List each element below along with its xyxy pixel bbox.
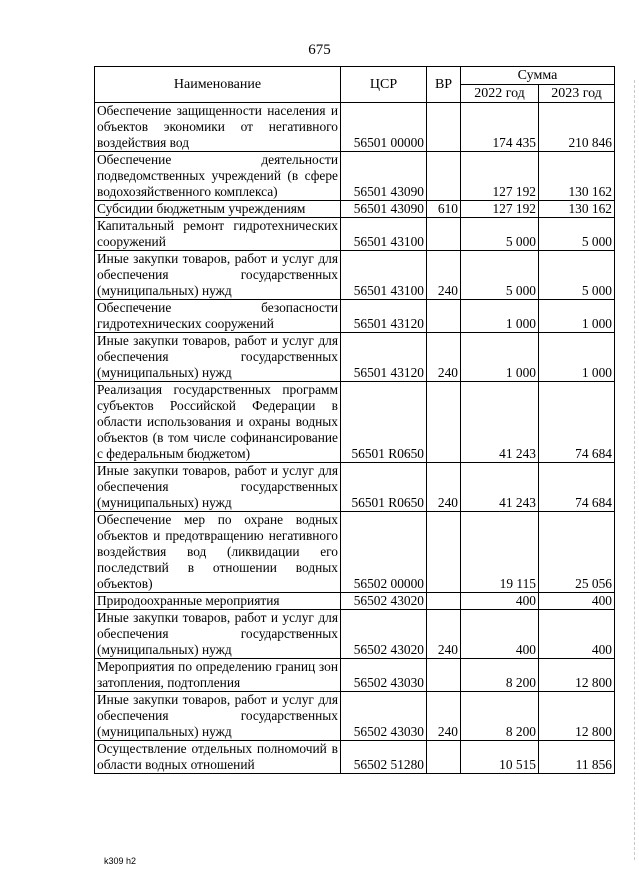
row-sum-2022: 127 192 <box>461 201 539 218</box>
row-sum-2023: 400 <box>539 610 615 659</box>
row-vr: 240 <box>427 610 461 659</box>
row-name: Обеспечение безопасности гидротехнических сооружений <box>95 300 341 333</box>
row-name: Иные закупки товаров, работ и услуг для обеспечения государственных (муниципальных) нужд <box>95 251 341 300</box>
row-csr: 56502 43030 <box>341 659 427 692</box>
table-row <box>95 152 615 201</box>
row-csr: 56501 R0650 <box>341 382 427 463</box>
row-vr <box>427 218 461 251</box>
row-sum-2023: 11 856 <box>539 741 615 774</box>
row-vr: 240 <box>427 463 461 512</box>
table-row <box>95 218 615 251</box>
row-name: Обеспечение защищенности населения и объектов экономики от негативного воздействия вод <box>95 103 341 152</box>
row-csr: 56501 R0650 <box>341 463 427 512</box>
row-name: Иные закупки товаров, работ и услуг для обеспечения государственных (муниципальных) нужд <box>95 692 341 741</box>
row-sum-2023: 12 800 <box>539 692 615 741</box>
row-vr <box>427 382 461 463</box>
row-name: Иные закупки товаров, работ и услуг для обеспечения государственных (муниципальных) нужд <box>95 463 341 512</box>
row-csr: 56502 43030 <box>341 692 427 741</box>
row-vr: 610 <box>427 201 461 218</box>
table-row <box>95 382 615 463</box>
row-name: Мероприятия по определению границ зон затопления, подтопления <box>95 659 341 692</box>
row-vr: 240 <box>427 251 461 300</box>
row-sum-2023: 1 000 <box>539 333 615 382</box>
table-row <box>95 103 615 152</box>
table-row <box>95 251 615 300</box>
row-sum-2022: 19 115 <box>461 512 539 593</box>
row-sum-2022: 127 192 <box>461 152 539 201</box>
row-vr <box>427 593 461 610</box>
row-vr <box>427 659 461 692</box>
row-csr: 56501 43120 <box>341 300 427 333</box>
header-row <box>95 67 615 85</box>
row-csr: 56501 43100 <box>341 251 427 300</box>
row-name: Субсидии бюджетным учреждениям <box>95 201 341 218</box>
row-sum-2023: 130 162 <box>539 152 615 201</box>
row-sum-2022: 8 200 <box>461 692 539 741</box>
row-name: Обеспечение мер по охране водных объектов и предотвращению негативного воздействия вод (ликвидации его последствий в отношении водных объектов) <box>95 512 341 593</box>
row-vr <box>427 300 461 333</box>
table-row <box>95 593 615 610</box>
header-year-2023: 2023 год <box>539 85 615 103</box>
row-sum-2022: 5 000 <box>461 218 539 251</box>
row-csr: 56501 43120 <box>341 333 427 382</box>
row-vr <box>427 741 461 774</box>
row-sum-2022: 1 000 <box>461 333 539 382</box>
row-vr <box>427 103 461 152</box>
table-row <box>95 333 615 382</box>
header-sum: Сумма <box>461 67 615 85</box>
row-name: Осуществление отдельных полномочий в области водных отношений <box>95 741 341 774</box>
table-row <box>95 692 615 741</box>
row-sum-2023: 1 000 <box>539 300 615 333</box>
table-row <box>95 512 615 593</box>
row-csr: 56502 43020 <box>341 593 427 610</box>
row-sum-2023: 5 000 <box>539 251 615 300</box>
row-sum-2023: 400 <box>539 593 615 610</box>
row-vr: 240 <box>427 333 461 382</box>
row-sum-2022: 1 000 <box>461 300 539 333</box>
row-sum-2023: 74 684 <box>539 463 615 512</box>
margin-mark <box>633 80 635 860</box>
row-name: Природоохранные мероприятия <box>95 593 341 610</box>
row-csr: 56501 00000 <box>341 103 427 152</box>
row-sum-2022: 5 000 <box>461 251 539 300</box>
row-csr: 56502 43020 <box>341 610 427 659</box>
row-sum-2022: 10 515 <box>461 741 539 774</box>
row-sum-2022: 41 243 <box>461 382 539 463</box>
row-csr: 56501 43090 <box>341 201 427 218</box>
row-csr: 56501 43100 <box>341 218 427 251</box>
table-row <box>95 300 615 333</box>
row-name: Обеспечение деятельности подведомственных учреждений (в сфере водохозяйственного комплекса) <box>95 152 341 201</box>
page-number: 675 <box>308 42 331 58</box>
row-name: Иные закупки товаров, работ и услуг для обеспечения государственных (муниципальных) нужд <box>95 333 341 382</box>
footer-code: k309 h2 <box>104 856 137 866</box>
row-sum-2023: 25 056 <box>539 512 615 593</box>
row-vr: 240 <box>427 692 461 741</box>
table-row <box>95 741 615 774</box>
row-sum-2022: 41 243 <box>461 463 539 512</box>
row-sum-2023: 12 800 <box>539 659 615 692</box>
row-csr: 56502 00000 <box>341 512 427 593</box>
header-name: Наименование <box>95 67 341 103</box>
header-csr: ЦСР <box>341 67 427 103</box>
row-csr: 56502 51280 <box>341 741 427 774</box>
row-name: Реализация государственных программ субъектов Российской Федерации в области использования и охраны водных объектов (в том числе софинансирование с федеральным бюджетом) <box>95 382 341 463</box>
row-name: Иные закупки товаров, работ и услуг для обеспечения государственных (муниципальных) нужд <box>95 610 341 659</box>
row-sum-2022: 8 200 <box>461 659 539 692</box>
header-year-2022: 2022 год <box>461 85 539 103</box>
table-body <box>95 103 615 774</box>
table-row <box>95 463 615 512</box>
row-sum-2022: 400 <box>461 610 539 659</box>
table-row <box>95 201 615 218</box>
row-vr <box>427 512 461 593</box>
budget-table <box>94 66 615 774</box>
table-row <box>95 610 615 659</box>
header-vr: ВР <box>427 67 461 103</box>
row-sum-2022: 174 435 <box>461 103 539 152</box>
row-sum-2022: 400 <box>461 593 539 610</box>
row-csr: 56501 43090 <box>341 152 427 201</box>
row-sum-2023: 210 846 <box>539 103 615 152</box>
row-sum-2023: 130 162 <box>539 201 615 218</box>
table-row <box>95 659 615 692</box>
row-sum-2023: 5 000 <box>539 218 615 251</box>
row-name: Капитальный ремонт гидротехнических сооружений <box>95 218 341 251</box>
row-vr <box>427 152 461 201</box>
row-sum-2023: 74 684 <box>539 382 615 463</box>
